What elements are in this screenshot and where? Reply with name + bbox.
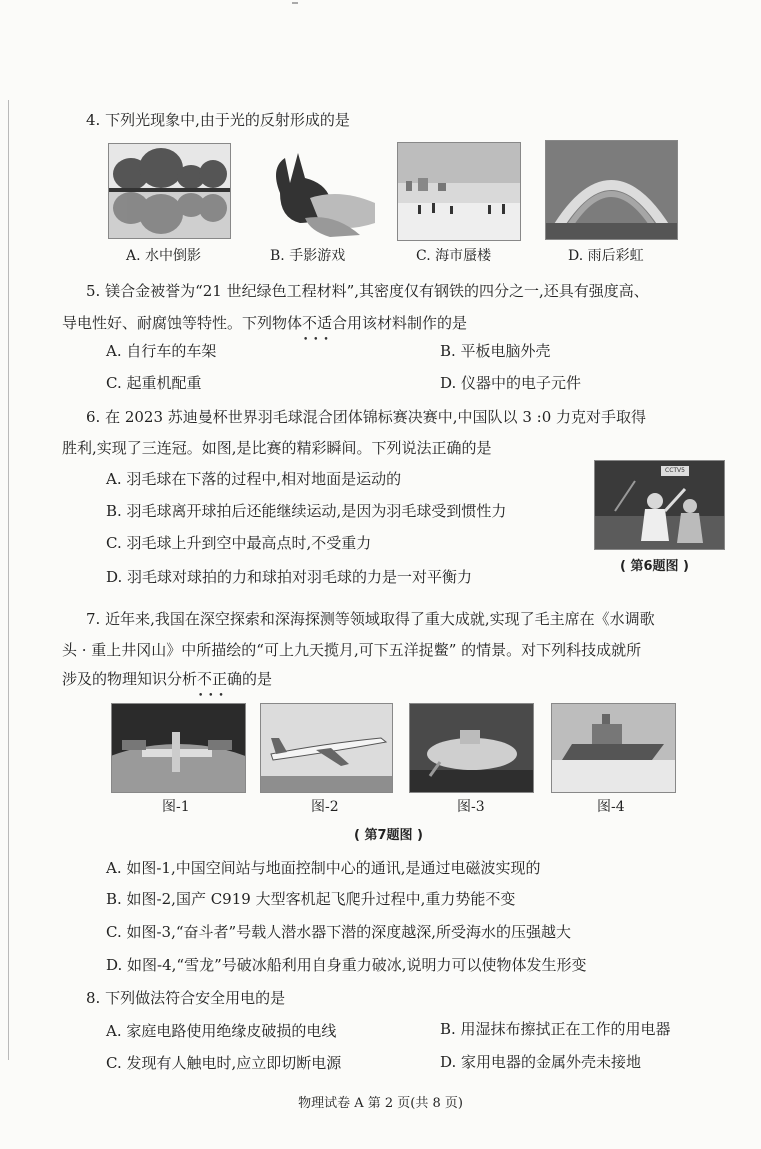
q6-figure-caption: ( 第6题图 ) [620, 559, 689, 574]
q5-stem-line1: 5. 镁合金被誉为“21 世纪绿色工程材料”,其密度仅有钢铁的四分之一,还具有强度高、 [86, 282, 649, 300]
q6-option-c: C. 羽毛球上升到空中最高点时,不受重力 [106, 534, 372, 552]
q6-image-badminton [594, 460, 725, 550]
q4-option-b: B. 手影游戏 [270, 248, 346, 264]
q7-option-b: B. 如图-2,国产 C919 大型客机起飞爬升过程中,重力势能不变 [106, 890, 516, 908]
q4-image-mirage [397, 142, 521, 241]
q5-option-d: D. 仪器中的电子元件 [440, 374, 582, 392]
q5-option-b: B. 平板电脑外壳 [440, 342, 551, 360]
page-footer: 物理试卷 A 第 2 页(共 8 页) [298, 1096, 463, 1111]
q7-image-space-station [111, 703, 246, 793]
q6-stem-line2: 胜利,实现了三连冠。如图,是比赛的精彩瞬间。下列说法正确的是 [62, 439, 492, 457]
q7-image-submersible [409, 703, 534, 793]
tv-channel-logo: CCTV5 [661, 466, 689, 476]
q6-option-b: B. 羽毛球离开球拍后还能继续运动,是因为羽毛球受到惯性力 [106, 502, 507, 520]
binding-margin-line [8, 100, 9, 1060]
q8-stem: 8. 下列做法符合安全用电的是 [86, 989, 286, 1007]
q6-option-d: D. 羽毛球对球拍的力和球拍对羽毛球的力是一对平衡力 [106, 568, 473, 586]
q5-emphasis: 不适合 • • • [302, 313, 347, 333]
q7-figure-1-label: 图-1 [162, 799, 190, 815]
q4-image-hand-shadow [250, 143, 380, 237]
q7-figure-3-label: 图-3 [457, 799, 485, 815]
q7-figure-caption: ( 第7题图 ) [354, 828, 423, 843]
q8-option-b: B. 用湿抹布擦拭正在工作的用电器 [440, 1020, 671, 1038]
q5-stem-line2: 导电性好、耐腐蚀等特性。下列物体不适合 • • •用该材料制作的是 [62, 313, 467, 333]
q4-option-a: A. 水中倒影 [126, 248, 202, 264]
q4-option-c: C. 海市蜃楼 [416, 248, 492, 264]
q8-option-c: C. 发现有人触电时,应立即切断电源 [106, 1054, 342, 1072]
top-mark [292, 2, 298, 4]
q4-stem: 4. 下列光现象中,由于光的反射形成的是 [86, 111, 350, 129]
q8-option-a: A. 家庭电路使用绝缘皮破损的电线 [106, 1022, 337, 1040]
q7-stem-line2: 头 · 重上井冈山》中所描绘的“可上九天揽月,可下五洋捉鳖” 的情景。对下列科技成就所 [62, 641, 642, 659]
q7-emphasis: 不正确 • • • [197, 669, 242, 689]
q5-option-c: C. 起重机配重 [106, 374, 202, 392]
q7-option-d: D. 如图-4,“雪龙”号破冰船利用自身重力破冰,说明力可以使物体发生形变 [106, 956, 587, 974]
q7-option-a: A. 如图-1,中国空间站与地面控制中心的通讯,是通过电磁波实现的 [106, 859, 541, 877]
q5-option-a: A. 自行车的车架 [106, 342, 217, 360]
q8-option-d: D. 家用电器的金属外壳未接地 [440, 1053, 642, 1071]
q6-option-a: A. 羽毛球在下落的过程中,相对地面是运动的 [106, 470, 402, 488]
q4-image-rainbow [545, 140, 678, 240]
q7-image-c919 [260, 703, 393, 793]
q7-figure-2-label: 图-2 [311, 799, 339, 815]
q7-option-c: C. 如图-3,“奋斗者”号载人潜水器下潜的深度越深,所受海水的压强越大 [106, 923, 571, 941]
q7-image-icebreaker [551, 703, 676, 793]
q7-figure-4-label: 图-4 [597, 799, 625, 815]
q4-option-d: D. 雨后彩虹 [568, 248, 644, 264]
q7-stem-line1: 7. 近年来,我国在深空探索和深海探测等领域取得了重大成就,实现了毛主席在《水调歌 [86, 610, 655, 628]
q6-stem-line1: 6. 在 2023 苏迪曼杯世界羽毛球混合团体锦标赛决赛中,中国队以 3 :0 力克对手取得 [86, 408, 647, 426]
q7-stem-line3: 涉及的物理知识分析不正确 • • •的是 [62, 669, 272, 689]
q4-image-reflection [108, 143, 231, 239]
